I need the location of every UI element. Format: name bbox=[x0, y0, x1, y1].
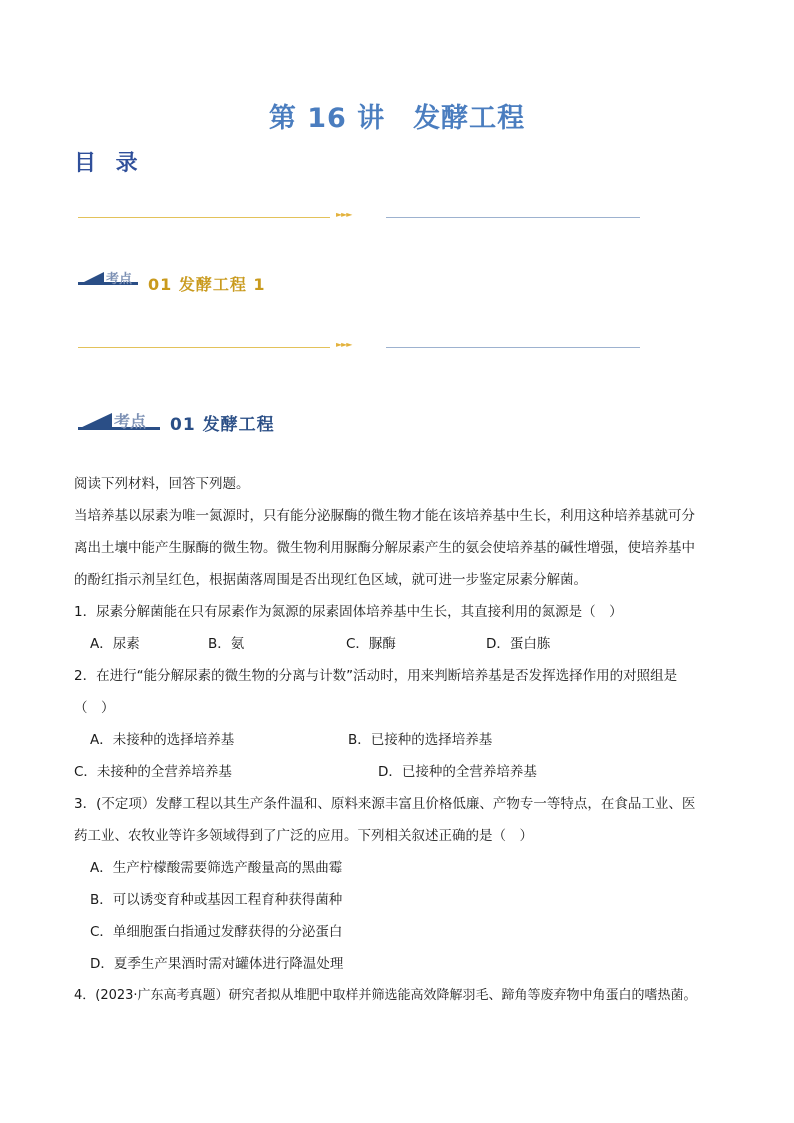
question-3-stem-cont: 药工业、农牧业等许多领域得到了广泛的应用。下列相关叙述正确的是（ ） bbox=[74, 828, 533, 844]
option-d[interactable]: D．已接种的全营养培养基 bbox=[378, 764, 537, 780]
option-b[interactable]: B．已接种的选择培养基 bbox=[348, 732, 493, 748]
material-line: 离出土壤中能产生脲酶的微生物。微生物利用脲酶分解尿素产生的氨会使培养基的碱性增强，使培养基中 bbox=[74, 540, 695, 556]
option-d[interactable]: D．蛋白胨 bbox=[486, 636, 551, 652]
page-title: 第 16 讲 发酵工程 bbox=[268, 103, 526, 134]
question-4-stem: 4．(2023·广东高考真题）研究者拟从堆肥中取样并筛选能高效降解羽毛、蹄角等废弃物中角蛋白的嗜热菌。 bbox=[74, 988, 697, 1003]
section-title: 01 发酵工程 bbox=[170, 415, 275, 435]
option-b[interactable]: B．氨 bbox=[208, 636, 245, 652]
toc-entry-badge-label: 考点 bbox=[106, 272, 133, 287]
option-a[interactable]: A．未接种的选择培养基 bbox=[90, 732, 235, 748]
question-1-stem: 1．尿素分解菌能在只有尿素作为氮源的尿素固体培养基中生长，其直接利用的氮源是（ ） bbox=[74, 604, 623, 620]
arrow-icon: ►►► bbox=[336, 340, 352, 349]
question-3-stem: 3．(不定项）发酵工程以其生产条件温和、原料来源丰富且价格低廉、产物专一等特点，在食品工业、医 bbox=[74, 796, 696, 812]
toc-entry-text[interactable]: 01 发酵工程 1 bbox=[148, 275, 266, 294]
kaodian-badge-icon bbox=[78, 408, 160, 432]
option-b[interactable]: B．可以诱变育种或基因工程育种获得菌种 bbox=[90, 892, 343, 908]
option-a[interactable]: A．尿素 bbox=[90, 636, 140, 652]
material-line: 的酚红指示剂呈红色，根据菌落周围是否出现红色区域，就可进一步鉴定尿素分解菌。 bbox=[74, 572, 587, 588]
toc-divider-top bbox=[78, 212, 640, 224]
kaodian-badge-icon bbox=[78, 268, 138, 288]
material-line: 当培养基以尿素为唯一氮源时，只有能分泌脲酶的微生物才能在该培养基中生长，利用这种培养基就可分 bbox=[74, 508, 695, 524]
section-badge-label: 考点 bbox=[114, 412, 147, 431]
toc-divider-bottom bbox=[78, 342, 640, 354]
option-c[interactable]: C．脲酶 bbox=[346, 636, 396, 652]
option-d[interactable]: D．夏季生产果酒时需对罐体进行降温处理 bbox=[90, 956, 344, 972]
option-c[interactable]: C．单细胞蛋白指通过发酵获得的分泌蛋白 bbox=[90, 924, 343, 940]
option-a[interactable]: A．生产柠檬酸需要筛选产酸量高的黑曲霉 bbox=[90, 860, 343, 876]
toc-heading: 目 录 bbox=[74, 151, 144, 176]
question-2-stem: 2．在进行“能分解尿素的微生物的分离与计数”活动时，用来判断培养基是否发挥选择作用的对照组是 bbox=[74, 668, 678, 684]
option-c[interactable]: C．未接种的全营养培养基 bbox=[74, 764, 232, 780]
material-intro: 阅读下列材料，回答下列题。 bbox=[74, 476, 250, 492]
arrow-icon: ►►► bbox=[336, 210, 352, 219]
question-2-stem-cont: （ ） bbox=[74, 700, 115, 716]
